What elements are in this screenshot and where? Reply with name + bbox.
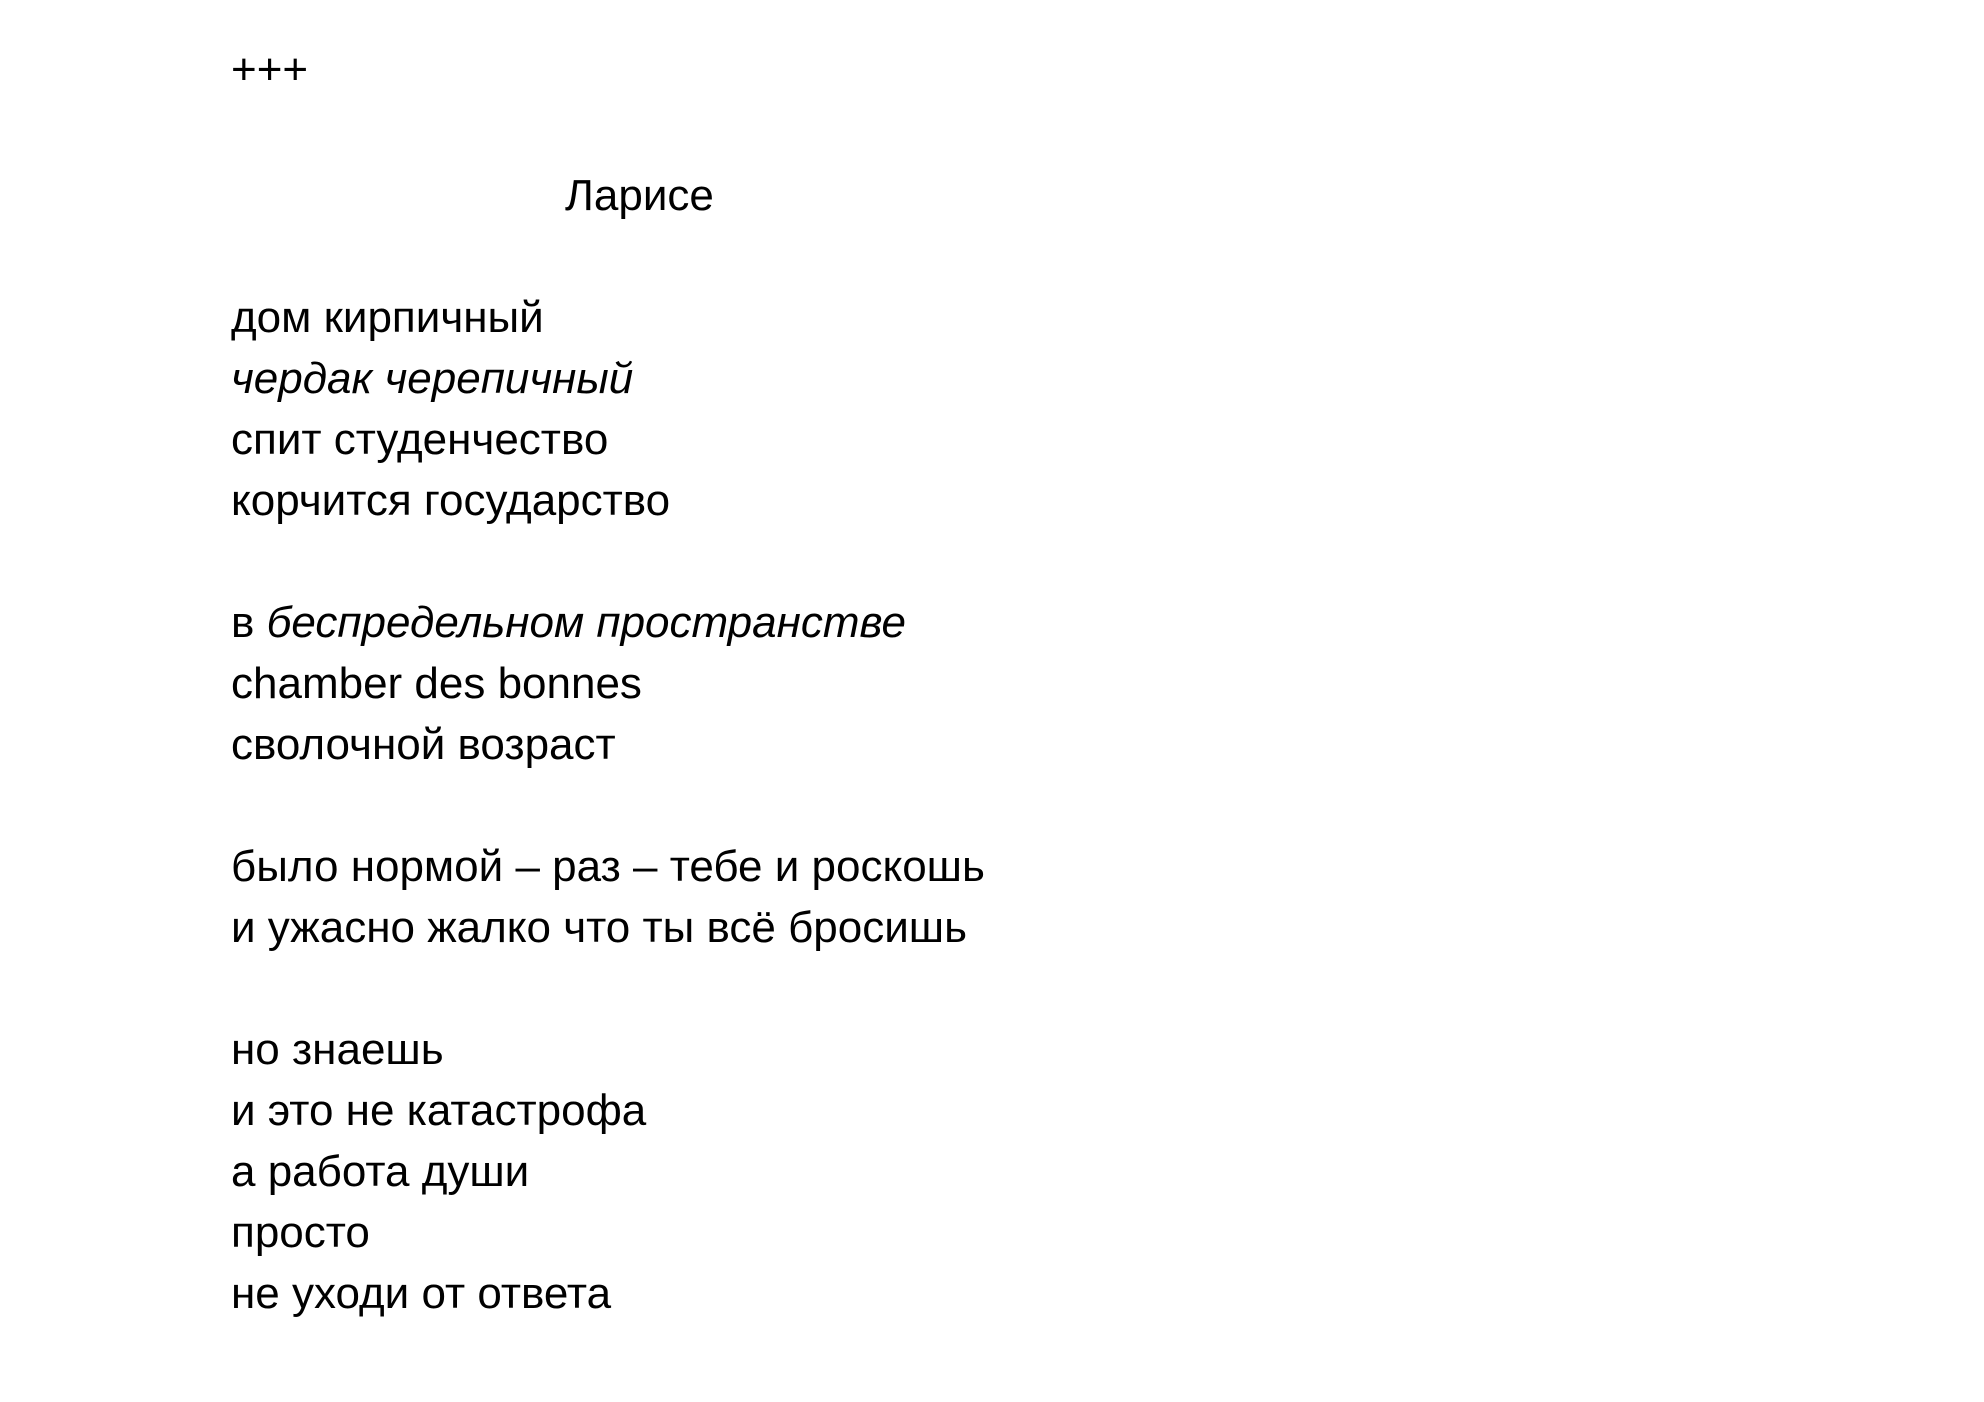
poem-line: не уходи от ответа: [231, 1269, 612, 1318]
poem-line: и ужасно жалко что ты всё бросишь: [231, 903, 968, 952]
poem-line-italic: беспредельном пространстве: [266, 598, 906, 647]
poem-line: просто: [231, 1208, 370, 1257]
dedication: Ларисе: [565, 171, 714, 220]
poem-line-mixed: [231, 597, 906, 649]
poem-line: сволочной возраст: [231, 720, 616, 769]
section-marker: +++: [231, 45, 309, 94]
poem-line-prefix: в: [231, 598, 267, 647]
poem-line: спит студенчество: [231, 415, 609, 464]
poem-line: корчится государство: [231, 476, 671, 525]
poem-line-italic: чердак черепичный: [231, 354, 634, 403]
poem-line: chamber des bonnes: [231, 659, 642, 708]
poem-line: было нормой – раз – тебе и роскошь: [231, 842, 985, 891]
poem-line: но знаешь: [231, 1025, 444, 1074]
poem-line: дом кирпичный: [231, 293, 544, 342]
poem-line: а работа души: [231, 1147, 530, 1196]
poem-line: и это не катастрофа: [231, 1086, 647, 1135]
